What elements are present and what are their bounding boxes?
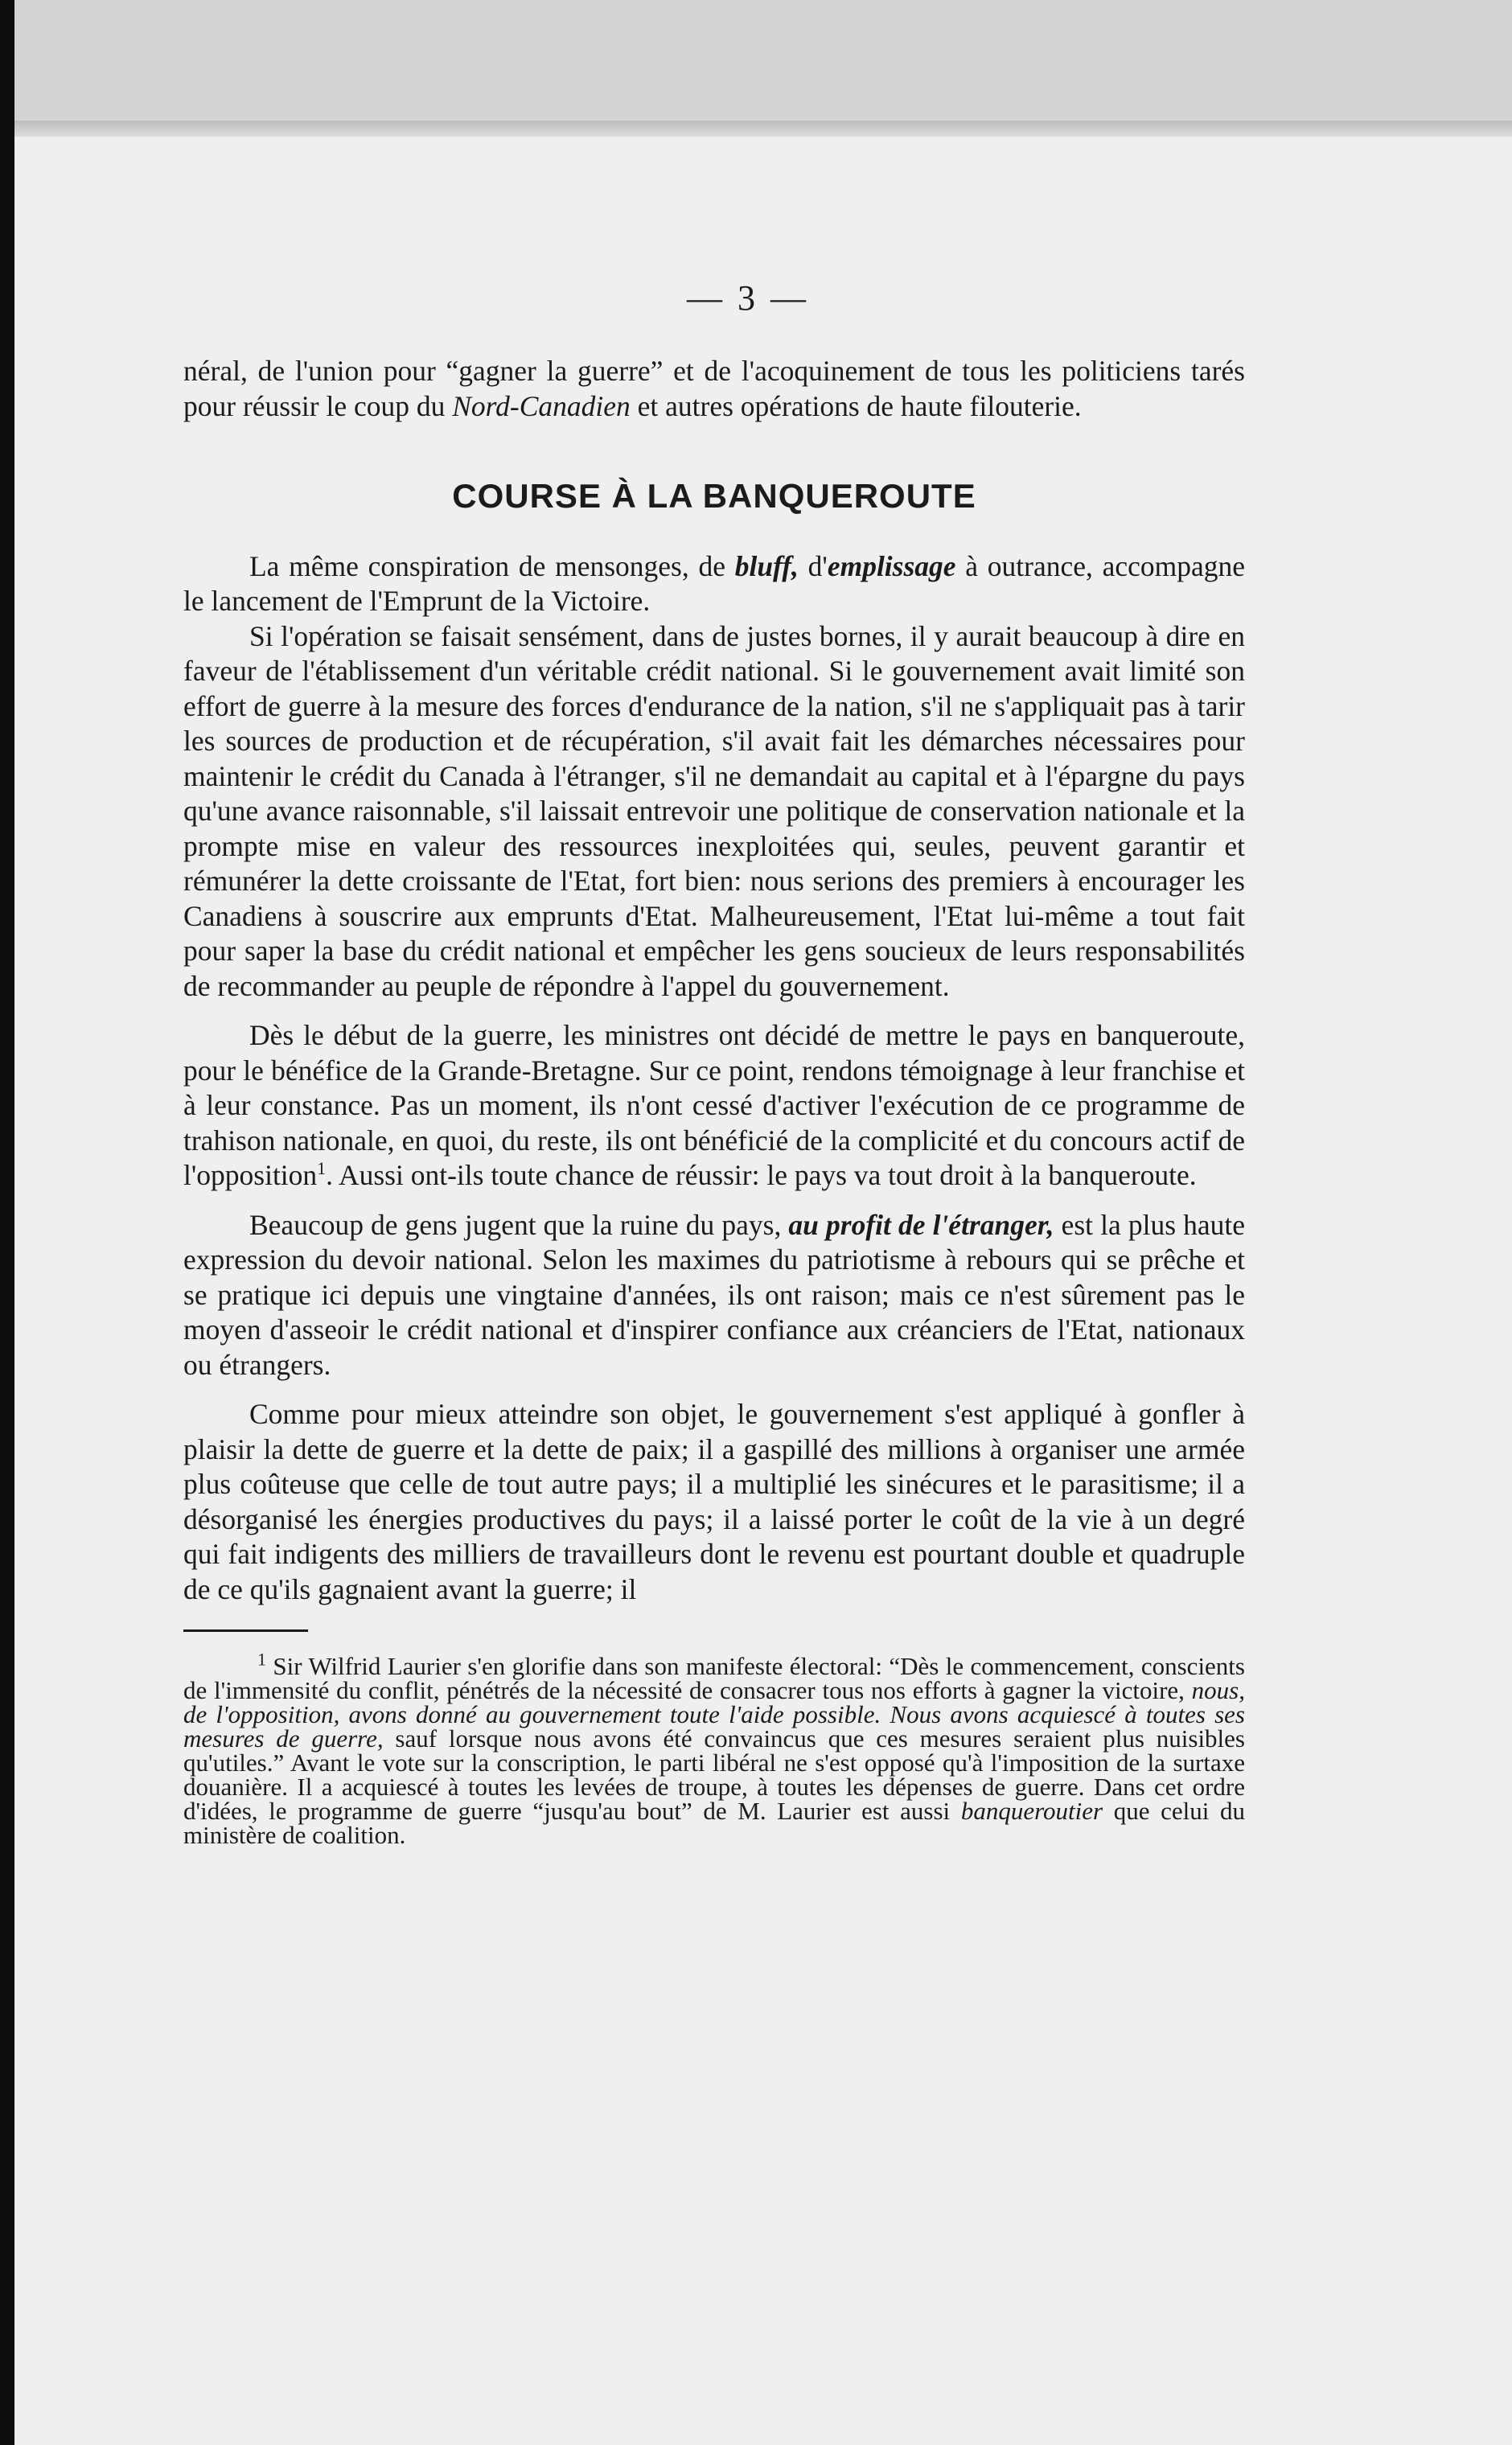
- paragraph: Dès le début de la guerre, les ministres ont décidé de mettre le pays en banqueroute, pour le bénéfice de la Grande-Bretagne. Sur ce point, rendons témoignage à leur franchise et à leur constance. Pas un moment, ils n'ont cessé d'activer l'exécution de ce programme de trahison nationale, en quoi, du reste, ils ont bénéficié de la complicité et du concours actif de l'opposition$^1$. Aussi ont-ils toute chance de réussir: le pays va tout droit à la banqueroute.: [183, 1019, 1245, 1191]
- emphasis-text: nous, de l'opposition, avons donné au gouvernement toute l'aide possible. Nous avons acquiescé à toutes ses mesures de guerre,: [183, 1676, 1245, 1753]
- paragraph: Comme pour mieux atteindre son objet, le gouvernement s'est appliqué à gonfler à plaisir la dette de guerre et la dette de paix; il a gaspillé des millions à organiser une armée plus coûteuse que celle de tout autre pays; il a multiplié les sinécures et le parasitisme; il a désorganisé les énergies productives du pays; il a laissé porter le coût de la vie à un degré qui fait indigents des milliers de travailleurs dont le revenu est pourtant double et quadruple de ce qu'ils gagnaient avant la guerre; il: [183, 1398, 1245, 1605]
- scan-border: [0, 0, 14, 2445]
- paragraph-continuation: néral, de l'union pour “gagner la guerre” et de l'acoquinement de tous les politiciens tarés pour réussir le coup du Nord-Canadien et autres opérations de haute filouterie.: [183, 355, 1245, 422]
- emphasis-text: banqueroutier: [960, 1797, 1103, 1825]
- emphasis-text: bluff,: [734, 549, 799, 582]
- footnote: $^1$ Sir Wilfrid Laurier s'en glorifie dans son manifeste électoral: “Dès le commencement, conscients de l'immensité du conflit, pénétrés de la nécessité de consacrer tous nos efforts à gagner la victoire, nous, de l'opposition, avons donné au gouvernement toute l'aide possible. Nous avons acquiescé à toutes ses mesures de guerre, sauf lorsque nous avons été convaincus que ces mesures seraient plus nuisibles qu'utiles.” Avant le vote sur la conscription, le parti libéral ne s'est opposé qu'à l'imposition de la surtaxe douanière. Il a acquiescé à toutes les levées de troupe, à toutes les dépenses de guerre. Dans cet ordre d'idées, le programme de guerre “jusqu'au bout” de M. Laurier est aussi banqueroutier que celui du ministère de coalition.: [183, 1649, 1245, 1849]
- paragraph: La même conspiration de mensonges, de bluff, d'emplissage à outrance, accompagne le lancement de l'Emprunt de la Victoire.: [183, 549, 1245, 617]
- paragraph: Si l'opération se faisait sensément, dans de justes bornes, il y aurait beaucoup à dire en faveur de l'établissement d'un véritable crédit national. Si le gouvernement avait limité son effort de guerre à la mesure des forces d'endurance de la nation, s'il ne s'appliquait pas à tarir les sources de production et de récupération, s'il avait fait les démarches nécessaires pour maintenir le crédit du Canada à l'étranger, s'il ne demandait au capital et à l'épargne du pays qu'une avance raisonnable, s'il laissait entrevoir une politique de conservation nationale et la prompte mise en valeur des ressources inexploitées qui, seules, peuvent garantir et rémunérer la dette croissante de l'Etat, fort bien: nous serions des premiers à encourager les Canadiens à souscrire aux emprunts d'Etat. Malheureusement, l'Etat lui-même a tout fait pour saper la base du crédit national et empêcher les gens soucieux de leurs responsabilités de recommander au peuple de répondre à l'appel du gouvernement.: [183, 619, 1245, 1002]
- footnote-reference: 1: [317, 1158, 327, 1179]
- page-number: — 3 —: [687, 278, 809, 318]
- emphasis-text: emplissage: [827, 549, 956, 582]
- paragraph: Beaucoup de gens jugent que la ruine du pays, au profit de l'étranger, est la plus haute expression du devoir national. Selon les maximes du patriotisme à rebours qui se prêche et se pratique ici depuis une vingtaine d'années, ils ont raison; mais ce n'est sûrement pas le moyen d'asseoir le crédit national et d'inspirer confiance aux créanciers de l'Etat, nationaux ou étrangers.: [183, 1208, 1245, 1381]
- footnote-divider: [183, 1629, 308, 1632]
- page-body: [183, 354, 1245, 1847]
- emphasis-text: Nord-Canadien: [452, 389, 631, 422]
- footnote-mark: 1: [257, 1649, 266, 1670]
- emphasis-text: au profit de l'étranger,: [788, 1208, 1054, 1241]
- section-heading: COURSE À LA BANQUEROUTE: [452, 477, 976, 515]
